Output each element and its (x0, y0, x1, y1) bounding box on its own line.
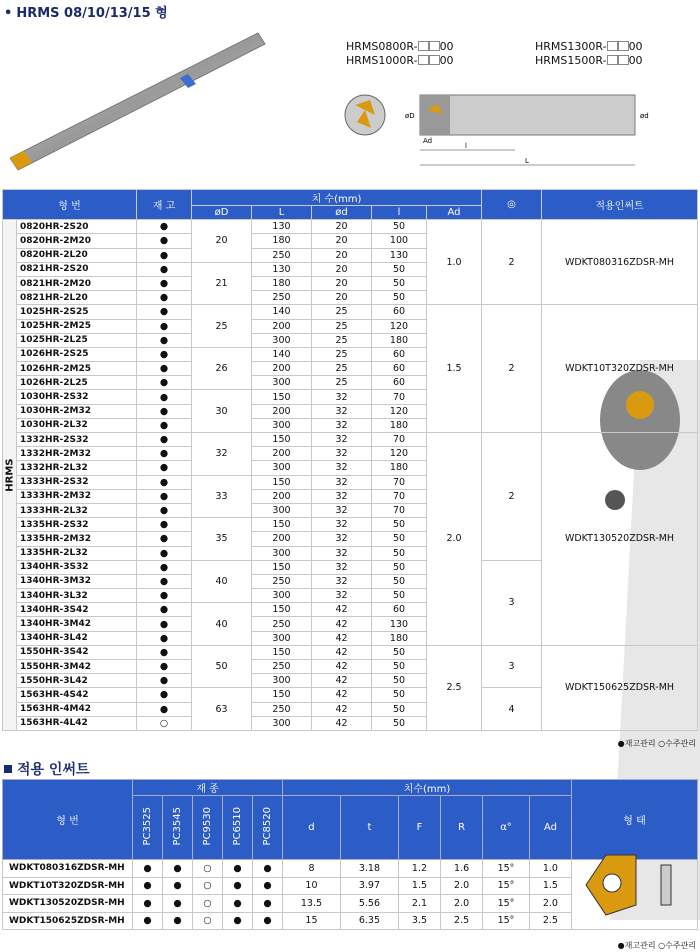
stock-cell: ● (137, 574, 192, 588)
stock-cell: ● (137, 660, 192, 674)
stock-cell: ● (137, 390, 192, 404)
table-row: WDKT080316ZDSR-MH ● ● ○ ● ● 8 3.18 1.2 1.6 15° 1.0 (3, 860, 698, 878)
model-cell: 1340HR-3S32 (17, 560, 137, 574)
model-cell: 0820HR-2L20 (17, 248, 137, 262)
table-row: 1340HR-3L42 ● 300 42 180 (3, 631, 698, 645)
table-row: 0821HR-2M20 ● 180 20 50 (3, 276, 698, 290)
model-cell: 1025HR-2S25 (17, 305, 137, 319)
ad-cell: 2.0 (427, 433, 482, 646)
model-cell: 1550HR-3L42 (17, 674, 137, 688)
model-cell: 1026HR-2S25 (17, 347, 137, 361)
ad-cell: 2.5 (427, 645, 482, 730)
insert-legend: ●재고관리 ○수주관리 (617, 941, 696, 950)
model-cell: 1340HR-3M32 (17, 574, 137, 588)
stock-cell: ● (137, 589, 192, 603)
stock-cell: ● (137, 333, 192, 347)
table-row: 1340HR-3M42 ● 250 42 130 (3, 617, 698, 631)
table-row: 1563HR-4S42 ● 63 150 42 50 4 (3, 688, 698, 702)
diameter-cell: 25 (192, 305, 252, 348)
model-cell: 1335HR-2S32 (17, 518, 137, 532)
stock-cell: ● (137, 674, 192, 688)
model-cell: 1340HR-3L32 (17, 589, 137, 603)
svg-text:l: l (465, 142, 467, 150)
teeth-cell: 2 (482, 433, 542, 561)
table-row: 1030HR-2L32 ● 300 32 180 (3, 418, 698, 432)
stock-cell: ● (137, 702, 192, 716)
insert-shape-diagram (576, 845, 696, 925)
table-row: 1025HR-2L25 ● 300 25 180 (3, 333, 698, 347)
table-row: 1563HR-4M42 ● 250 42 50 (3, 702, 698, 716)
model-cell: 1030HR-2M32 (17, 404, 137, 418)
table-row: 1332HR-2M32 ● 200 32 120 (3, 447, 698, 461)
stock-legend: ●재고관리 ○수주관리 (617, 739, 696, 748)
dim-header: t (340, 796, 398, 860)
model-cell: 1333HR-2M32 (17, 489, 137, 503)
stock-cell: ● (137, 305, 192, 319)
insert-cell: WDKT130520ZDSR-MH (542, 433, 698, 646)
stock-cell: ● (137, 319, 192, 333)
model-cell: 0820HR-2M20 (17, 234, 137, 248)
model-cell: 1332HR-2L32 (17, 461, 137, 475)
model-cell: 0821HR-2M20 (17, 276, 137, 290)
grade-header: PC8520 (262, 806, 273, 846)
diameter-cell: 26 (192, 347, 252, 390)
stock-cell: ● (137, 688, 192, 702)
teeth-icon: ◎ (482, 190, 542, 220)
model-cell: 0820HR-2S20 (17, 220, 137, 234)
table-row: 1333HR-2M32 ● 200 32 70 (3, 489, 698, 503)
diameter-cell: 32 (192, 433, 252, 476)
model-cell: 1333HR-2S32 (17, 475, 137, 489)
stock-cell: ● (137, 518, 192, 532)
stock-cell: ● (137, 362, 192, 376)
tool-dimension-diagram (335, 80, 665, 180)
table-row: 1550HR-3L42 ● 300 42 50 (3, 674, 698, 688)
diameter-cell: 20 (192, 220, 252, 263)
teeth-cell: 4 (482, 688, 542, 731)
stock-cell: ● (137, 347, 192, 361)
grade-header: PC3525 (142, 806, 153, 846)
diameter-cell: 40 (192, 560, 252, 603)
stock-cell: ● (137, 276, 192, 290)
table-row: 0820HR-2M20 ● 180 20 100 (3, 234, 698, 248)
dim-header: R (441, 796, 483, 860)
model-cell: 1026HR-2M25 (17, 362, 137, 376)
tool-spec-table: 형 번 재 고 치 수(mm) ◎ 적용인써트 øD L ød l Ad HRMS 0820HR-2S20 ● 20 130 20 50 1.0 2 WDKT080316ZDSR-MH 0820HR-2M20 ● 180 20 100 0820HR-2L20 ● 250 20 130 0821HR-2S20 ● 21 130 20 50 0821HR-2M20 ● 180 20 50 0821HR-2L20 ● 250 20 50 1025HR-2S25 ● 25 140 25 60 1.5 2 WDKT10T320ZDSR-MH 1025HR-2M25 ● 200 25 120 1025HR-2L25 ● 300 25 180 1026HR-2S25 ● 26 140 25 60 1026HR-2M25 ● 200 25 60 1026HR-2L25 ● 300 25 60 1030HR-2S32 ● 30 150 32 70 1030HR-2M32 ● 200 32 120 1030HR-2L32 ● 300 32 180 1332HR-2S32 ● 32 150 32 70 2.0 2 WDKT130520ZDSR-MH 1332HR-2M32 ● 200 32 120 1332HR-2L32 ● 300 32 180 1333HR-2S32 ● 33 150 32 70 1333HR-2M32 ● 200 32 70 1333HR-2L32 ● 300 32 70 1335HR-2S32 ● 35 150 32 50 1335HR-2M32 ● 200 32 50 1335HR-2L32 ● 300 32 50 1340HR-3S32 ● 40 150 32 50 3 1340HR-3M32 ● 250 32 50 1340HR-3L32 ● 300 32 50 1340HR-3S42 ● 40 150 42 60 1340HR-3M42 ● 250 42 130 1340HR-3L42 ● 300 42 180 1550HR-3S42 ● 50 150 42 50 2.5 3 WDKT150625ZDSR-MH 1550HR-3M42 ● 250 42 50 1550HR-3L42 ● 300 42 50 1563HR-4S42 ● 63 150 42 50 4 1563HR-4M42 ● 250 42 50 1563HR-4L42 ○ 300 42 50 (2, 189, 698, 731)
table-row: WDKT10T320ZDSR-MH ● ● ○ ● ● 10 3.97 1.5 2.0 15° 1.5 (3, 877, 698, 895)
table-row: 1025HR-2S25 ● 25 140 25 60 1.5 2 WDKT10T320ZDSR-MH (3, 305, 698, 319)
dim-header: d (283, 796, 341, 860)
stock-cell: ● (137, 631, 192, 645)
model-cell: 0821HR-2L20 (17, 291, 137, 305)
model-cell: 1025HR-2M25 (17, 319, 137, 333)
model-codes-right: HRMS1300R- 00 HRMS1500R- 00 (535, 40, 643, 67)
stock-cell: ● (137, 447, 192, 461)
diameter-cell: 21 (192, 262, 252, 305)
insert-cell: WDKT080316ZDSR-MH (542, 220, 698, 305)
dim-header: Ad (529, 796, 571, 860)
insert-spec-table: 형 번 재 종 치수(mm) 형 태 PC3525 PC3545 PC9530 PC6510 PC8520 d t F R α° Ad WDKT080316ZDSR-MH ● ● ○ ● ● 8 3.18 1.2 1.6 15° 1.0 WDKT10T320ZDSR-MH ● ● ○ ● ● 10 3.97 1.5 2.0 15° 1.5 WDKT130520ZDSR-MH ● ● ○ ● ● 13.5 5.56 2.1 2.0 15° 2.0 WDKT150625ZDSR-MH ● ● ○ ● ● 15 6.35 3.5 2.5 15° 2.5 (2, 779, 698, 930)
dim-header: α° (483, 796, 530, 860)
model-cell: 1030HR-2L32 (17, 418, 137, 432)
model-cell: 1550HR-3M42 (17, 660, 137, 674)
table-row: 1335HR-2S32 ● 35 150 32 50 (3, 518, 698, 532)
table-row: WDKT150625ZDSR-MH ● ● ○ ● ● 15 6.35 3.5 2.5 15° 2.5 (3, 912, 698, 930)
diameter-cell: 30 (192, 390, 252, 433)
end-mill-tool-image (10, 30, 290, 180)
table-row: 1026HR-2L25 ● 300 25 60 (3, 376, 698, 390)
model-cell: 1025HR-2L25 (17, 333, 137, 347)
table-row: 1563HR-4L42 ○ 300 42 50 (3, 716, 698, 730)
table-row: 1030HR-2M32 ● 200 32 120 (3, 404, 698, 418)
svg-text:Ad: Ad (423, 137, 433, 145)
svg-text:øD: øD (405, 112, 415, 120)
table-row: 1333HR-2L32 ● 300 32 70 (3, 503, 698, 517)
model-cell: 1332HR-2S32 (17, 433, 137, 447)
teeth-cell: 3 (482, 645, 542, 688)
diameter-cell: 40 (192, 603, 252, 646)
table-row: 1340HR-3S42 ● 40 150 42 60 (3, 603, 698, 617)
stock-cell: ● (137, 418, 192, 432)
model-cell: 1335HR-2M32 (17, 532, 137, 546)
teeth-cell: 2 (482, 220, 542, 305)
table-row: HRMS 0820HR-2S20 ● 20 130 20 50 1.0 2 WDKT080316ZDSR-MH (3, 220, 698, 234)
series-label: HRMS (3, 220, 17, 731)
table-row: 1026HR-2M25 ● 200 25 60 (3, 362, 698, 376)
stock-cell: ● (137, 503, 192, 517)
grade-header: PC9530 (202, 806, 213, 846)
stock-cell: ● (137, 645, 192, 659)
page-title: • HRMS 08/10/13/15 형 (4, 6, 168, 21)
ad-cell: 1.0 (427, 220, 482, 305)
table-row: 1340HR-3S32 ● 40 150 32 50 3 (3, 560, 698, 574)
stock-cell: ● (137, 475, 192, 489)
table-row: 1550HR-3S42 ● 50 150 42 50 2.5 3 WDKT150625ZDSR-MH (3, 645, 698, 659)
model-cell: 0821HR-2S20 (17, 262, 137, 276)
model-cell: 1030HR-2S32 (17, 390, 137, 404)
stock-cell: ● (137, 262, 192, 276)
teeth-cell: 3 (482, 560, 542, 645)
model-cell: 1340HR-3S42 (17, 603, 137, 617)
model-cell: 1340HR-3M42 (17, 617, 137, 631)
section-title: 적용 인써트 (4, 759, 90, 779)
model-codes-left: HRMS0800R- 00 HRMS1000R- 00 (346, 40, 454, 67)
stock-cell: ● (137, 532, 192, 546)
stock-cell: ● (137, 404, 192, 418)
table-row: 1332HR-2S32 ● 32 150 32 70 2.0 2 WDKT130520ZDSR-MH (3, 433, 698, 447)
grade-header: PC3545 (172, 806, 183, 846)
stock-cell: ● (137, 489, 192, 503)
table-row: 1026HR-2S25 ● 26 140 25 60 (3, 347, 698, 361)
insert-cell: WDKT10T320ZDSR-MH (542, 305, 698, 433)
insert-cell: WDKT150625ZDSR-MH (542, 645, 698, 730)
stock-cell: ● (137, 376, 192, 390)
grade-header: PC6510 (232, 806, 243, 846)
table-row: 0821HR-2S20 ● 21 130 20 50 (3, 262, 698, 276)
stock-cell: ● (137, 248, 192, 262)
table-row: 1550HR-3M42 ● 250 42 50 (3, 660, 698, 674)
table-row: 1335HR-2M32 ● 200 32 50 (3, 532, 698, 546)
table-row: 1333HR-2S32 ● 33 150 32 70 (3, 475, 698, 489)
stock-cell: ● (137, 617, 192, 631)
stock-cell: ● (137, 461, 192, 475)
diameter-cell: 33 (192, 475, 252, 518)
table-row: 1332HR-2L32 ● 300 32 180 (3, 461, 698, 475)
model-cell: 1335HR-2L32 (17, 546, 137, 560)
model-cell: 1550HR-3S42 (17, 645, 137, 659)
stock-cell: ● (137, 291, 192, 305)
stock-cell: ● (137, 560, 192, 574)
model-cell: 1333HR-2L32 (17, 503, 137, 517)
stock-cell: ● (137, 603, 192, 617)
teeth-cell: 2 (482, 305, 542, 433)
model-cell: 1026HR-2L25 (17, 376, 137, 390)
table-row: 1335HR-2L32 ● 300 32 50 (3, 546, 698, 560)
stock-cell: ● (137, 433, 192, 447)
table-row: 1340HR-3L32 ● 300 32 50 (3, 589, 698, 603)
svg-text:L: L (525, 157, 529, 165)
stock-cell: ● (137, 546, 192, 560)
stock-cell: ○ (137, 716, 192, 730)
table-row: WDKT130520ZDSR-MH ● ● ○ ● ● 13.5 5.56 2.1 2.0 15° 2.0 (3, 895, 698, 913)
stock-cell: ● (137, 234, 192, 248)
model-cell: 1340HR-3L42 (17, 631, 137, 645)
diameter-cell: 50 (192, 645, 252, 688)
model-cell: 1563HR-4S42 (17, 688, 137, 702)
ad-cell: 1.5 (427, 305, 482, 433)
diameter-cell: 35 (192, 518, 252, 561)
table-row: 1030HR-2S32 ● 30 150 32 70 (3, 390, 698, 404)
stock-cell: ● (137, 220, 192, 234)
table-row: 0821HR-2L20 ● 250 20 50 (3, 291, 698, 305)
model-cell: 1563HR-4M42 (17, 702, 137, 716)
table-row: 1340HR-3M32 ● 250 32 50 (3, 574, 698, 588)
table-row: 1025HR-2M25 ● 200 25 120 (3, 319, 698, 333)
diameter-cell: 63 (192, 688, 252, 731)
model-cell: 1563HR-4L42 (17, 716, 137, 730)
model-cell: 1332HR-2M32 (17, 447, 137, 461)
table-row: 0820HR-2L20 ● 250 20 130 (3, 248, 698, 262)
svg-text:ød: ød (640, 112, 649, 120)
dim-header: F (398, 796, 440, 860)
